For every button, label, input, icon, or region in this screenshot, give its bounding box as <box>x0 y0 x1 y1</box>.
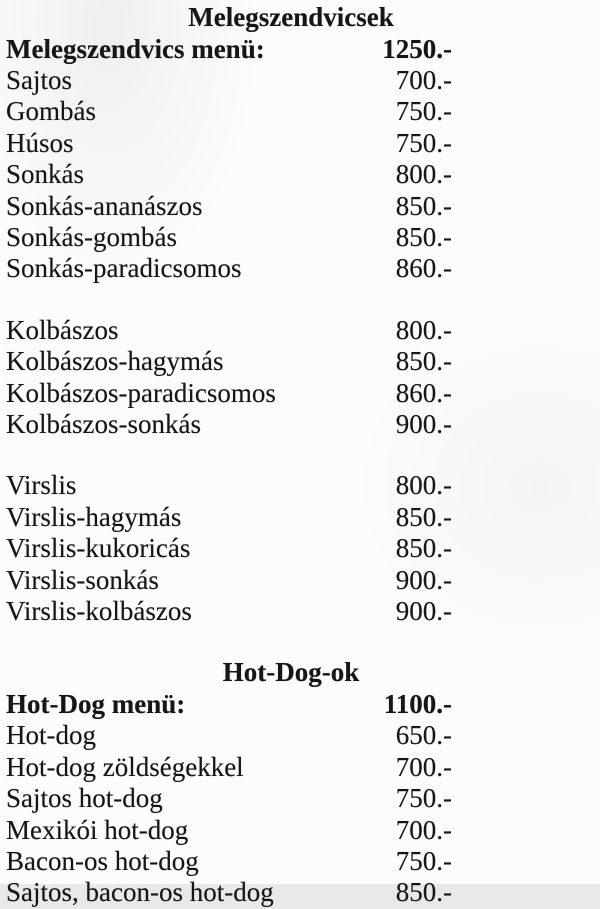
item-name: Gombás <box>6 96 96 127</box>
item-price: 800.- <box>395 470 452 501</box>
item-name: Kolbászos-paradicsomos <box>6 377 276 408</box>
item-price: 850.- <box>395 533 452 564</box>
item-name: Kolbászos-sonkás <box>6 408 201 439</box>
section-title-hot-dog-ok: Hot-Dog-ok <box>222 657 360 688</box>
item-price: 750.- <box>395 845 452 876</box>
item-price: 1100.- <box>383 688 452 719</box>
item-name: Melegszendvics menü: <box>6 33 265 64</box>
menu-item-row <box>6 846 452 877</box>
item-name: Sajtos <box>6 64 73 95</box>
item-price: 800.- <box>395 314 452 345</box>
item-price: 750.- <box>395 96 452 127</box>
menu-item-row <box>6 378 452 409</box>
group-spacer <box>6 440 452 470</box>
menu-item-row <box>6 502 452 533</box>
menu-item-row <box>6 65 452 96</box>
menu-item-row <box>6 346 452 377</box>
item-price: 850.- <box>395 190 452 221</box>
menu-item-row <box>6 222 452 253</box>
menu-item-row <box>6 877 452 908</box>
item-name: Hot-Dog menü: <box>6 688 186 719</box>
section-title-melegszendvicsek: Melegszendvicsek <box>188 2 394 32</box>
menu-item-row <box>6 752 452 783</box>
item-name: Sajtos hot-dog <box>6 783 163 814</box>
item-price: 750.- <box>395 783 452 814</box>
menu-item-row <box>6 815 452 846</box>
menu-header-row <box>6 689 452 720</box>
item-name: Virslis <box>6 470 77 501</box>
item-price: 860.- <box>395 253 452 284</box>
item-price: 700.- <box>395 64 452 95</box>
menu-item-row <box>6 315 452 346</box>
item-price: 800.- <box>395 159 452 190</box>
menu-item-row <box>6 191 452 222</box>
item-price: 850.- <box>395 221 452 252</box>
menu-item-row <box>6 409 452 440</box>
item-price: 850.- <box>395 346 452 377</box>
item-name: Virslis-kukoricás <box>6 533 191 564</box>
menu-header-row <box>6 34 452 65</box>
item-name: Mexikói hot-dog <box>6 814 189 845</box>
item-price: 700.- <box>395 814 452 845</box>
item-name: Sonkás-gombás <box>6 221 177 252</box>
menu-item-row <box>6 596 452 627</box>
item-name: Virslis-hagymás <box>6 501 182 532</box>
item-price: 1250.- <box>382 33 452 64</box>
menu-item-row <box>6 96 452 127</box>
menu-item-row <box>6 470 452 501</box>
item-name: Kolbászos-hagymás <box>6 346 224 377</box>
item-price: 900.- <box>395 564 452 595</box>
menu-item-row <box>6 253 452 284</box>
item-name: Virslis-sonkás <box>6 564 159 595</box>
menu-item-row <box>6 533 452 564</box>
item-name: Hot-dog zöldségekkel <box>6 751 244 782</box>
item-price: 650.- <box>395 720 452 751</box>
item-name: Sonkás-paradicsomos <box>6 253 242 284</box>
item-name: Sonkás <box>6 159 85 190</box>
menu-item-row <box>6 720 452 751</box>
menu-item-row <box>6 565 452 596</box>
section-spacer <box>0 627 600 657</box>
section-hot-dog-ok <box>0 689 600 909</box>
item-name: Virslis-kolbászos <box>6 596 192 626</box>
item-name: Sajtos, bacon-os hot-dog <box>6 877 274 908</box>
item-price: 750.- <box>395 127 452 158</box>
menu-item-row <box>6 783 452 814</box>
group-spacer <box>6 285 452 315</box>
item-name: Húsos <box>6 127 74 158</box>
item-name: Kolbászos <box>6 314 119 345</box>
item-price: 860.- <box>395 377 452 408</box>
item-price: 850.- <box>395 877 452 908</box>
item-name: Sonkás-ananászos <box>6 190 203 221</box>
menu-item-row <box>6 128 452 159</box>
item-name: Hot-dog <box>6 720 96 751</box>
menu-item-row <box>6 159 452 190</box>
item-name: Bacon-os hot-dog <box>6 845 199 876</box>
item-price: 700.- <box>395 751 452 782</box>
item-price: 900.- <box>395 596 452 626</box>
item-price: 900.- <box>395 408 452 439</box>
item-price: 850.- <box>395 501 452 532</box>
section-melegszendvicsek <box>0 34 600 628</box>
